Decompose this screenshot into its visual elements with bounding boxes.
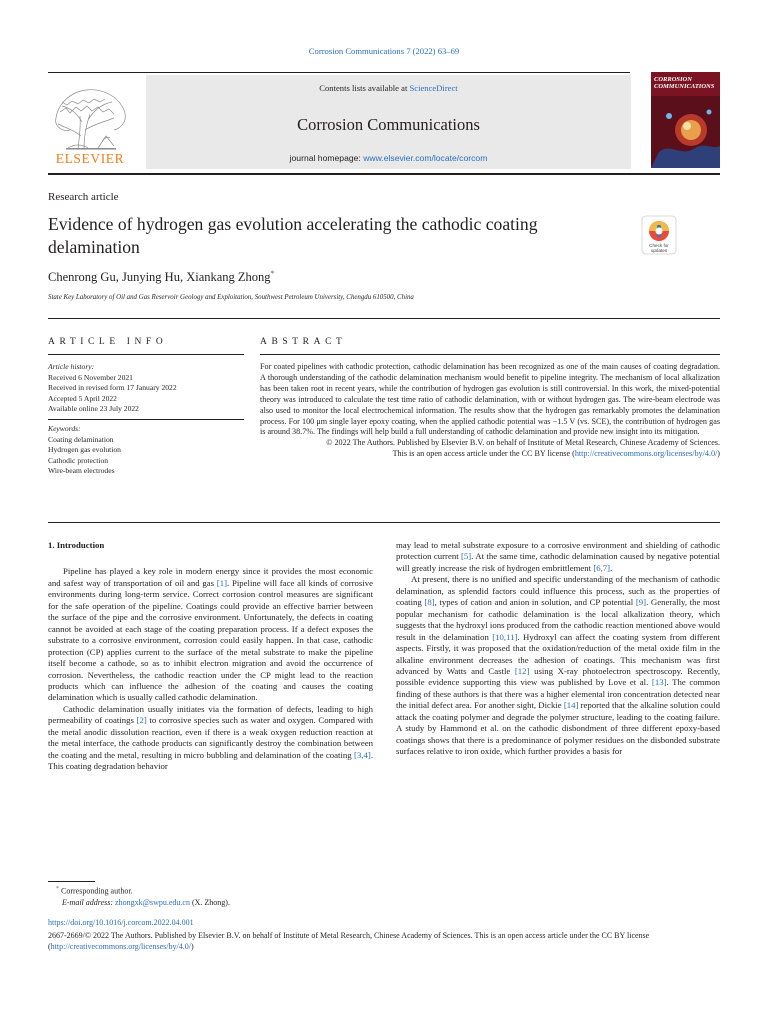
author-email-link[interactable]: zhongxk@swpu.edu.cn	[115, 897, 190, 907]
right-paragraphs	[396, 540, 720, 758]
citation-link[interactable]: [10,11]	[492, 631, 518, 642]
abstract-label: ABSTRACT	[260, 337, 347, 347]
body-paragraph	[48, 566, 373, 703]
license-suffix: )	[717, 449, 720, 459]
doi-link[interactable]: https://doi.org/10.1016/j.corcom.2022.04.001	[48, 918, 194, 927]
sciencedirect-link[interactable]: ScienceDirect	[409, 83, 458, 93]
left-paragraphs	[48, 566, 373, 772]
section-heading: 1. Introduction	[48, 540, 105, 550]
homepage-prefix: journal homepage:	[289, 153, 364, 163]
authors-line	[48, 269, 275, 285]
cc-by-license-link[interactable]: http://creativecommons.org/licenses/by/4.0/	[574, 449, 718, 459]
header-bottom-rule	[48, 173, 720, 175]
article-info-label: ARTICLE INFO	[48, 337, 168, 347]
history-item: Accepted 5 April 2022	[48, 393, 117, 403]
abstract-text: For coated pipelines with cathodic protection, cathodic delamination has been recognized as one of the main causes of coating degradation. A thorough understanding of the cathodic delamination mechanism would benefit to pipeline integrity. The mechanism of local alkalization has been taken root in recent years, while the contribution of hydrogen gas evolution is still controversial. In this work, the mixed-potential theory was introduced to calculate the test time ratio of cathodic delamination, with or without hydrogen gas. The wire-beam electrode was also used to monitor the local electrochemical information. The results show that the hydrogen gas remarkably promotes the delamination process. For 100 μm single layer epoxy coating, when the applied cathodic potential was −1.5 V (vs. SCE), the contribution of hydrogen gas is around 38.7%. The findings will help build a full understanding of cathodic delamination and provide new insight into its mitigation.	[260, 362, 720, 437]
keyword-item: Hydrogen gas evolution	[48, 445, 121, 454]
elsevier-wordmark: ELSEVIER	[55, 151, 125, 166]
keywords-heading: Keywords:	[48, 424, 81, 433]
citation-link[interactable]: [9]	[635, 597, 647, 608]
footnote-rule	[48, 881, 95, 882]
license-prefix: This is an open access article under the CC BY license (	[392, 449, 575, 459]
citation-link[interactable]: [3,4]	[354, 749, 371, 760]
paragraph-text: using X-ray photoelectron spectroscopy. Recently, possible evidence supporting this view was published by Love et al.	[396, 665, 721, 688]
cover-art-icon	[651, 72, 720, 168]
footnote	[56, 884, 456, 908]
affiliation: State Key Laboratory of Oil and Gas Reservoir Geology and Exploitation, Southwest Petroleum University, Chengdu 610500, China	[48, 294, 414, 301]
paragraph-text: At present, there is no unified and specific understanding of the mechanism of cathodic delamination, as splendid factors could influence this process, such as the properties of coating	[396, 574, 720, 608]
history-item: Received in revised form 17 January 2022	[48, 383, 177, 392]
citation-link[interactable]: [13]	[651, 677, 667, 688]
keyword-item: Coating delamination	[48, 434, 114, 444]
keywords-rule	[48, 419, 244, 420]
citation-link[interactable]: [2]	[136, 715, 147, 726]
journal-homepage-link[interactable]: www.elsevier.com/locate/corcom	[363, 153, 488, 163]
journal-cover-thumbnail[interactable]	[651, 72, 720, 168]
contents-prefix: Contents lists available at	[319, 83, 410, 93]
crossmark-label-line1: Check for	[649, 243, 669, 248]
abstract-rule	[260, 354, 720, 355]
crossmark-icon[interactable]	[641, 215, 677, 255]
paragraph-text: .	[610, 562, 613, 573]
paragraph-text: . Hydroxyl can affect the coating system from different aspects. Firstly, it was proposed that the oxidation/reduction of the metal oxide film in the alkaline environment decreases the adhesion of coatings. This mechanism was first advanced by Watts and Castle	[396, 631, 720, 676]
paragraph-text: reported that the alkaline solution could attack the coating polymer and degrade the polymer structure, leading to the coating failure. A study by Hammond et al. on the cathodic disbondment of three different epoxy-based coatings shows that there is a predominance of polymer residues on the disbonded substrate surfaces relative to iron oxide, which further provides a basis for	[396, 700, 720, 757]
journal-reference[interactable]: Corrosion Communications 7 (2022) 63–69	[308, 46, 460, 56]
cover-title: CORROSION COMMUNICATIONS	[654, 76, 715, 90]
citation-link[interactable]: [12]	[514, 665, 530, 676]
abstract-copyright: © 2022 The Authors. Published by Elsevier B.V. on behalf of Institute of Metal Research, Chinese Academy of Sciences.	[326, 438, 720, 448]
header-top-rule	[48, 72, 630, 73]
corresponding-author-mark[interactable]: *	[270, 269, 275, 278]
paragraph-text: Pipeline has played a key role in modern energy since it provides the most economic and safest way of transportation of oil and gas	[48, 566, 373, 588]
footer-copyright	[48, 930, 720, 952]
citation-link[interactable]: [14]	[563, 700, 579, 711]
body-top-rule	[48, 522, 720, 523]
paragraph-text: . Generally, the most popular mechanism for cathodic delamination is the local alkalization theory, which suggests that the hydroxyl ions produced from the cathodic reaction mentioned above would result in the delamination	[396, 597, 721, 642]
keywords-block	[48, 424, 248, 477]
body-paragraph	[396, 540, 720, 574]
contents-line	[146, 83, 631, 93]
email-label: E-mail address:	[62, 897, 114, 907]
email-note	[56, 897, 456, 908]
journal-homepage-line	[146, 153, 631, 163]
citation-link[interactable]: [8]	[424, 597, 435, 608]
article-type: Research article	[48, 191, 119, 203]
corresponding-author-note	[56, 884, 456, 897]
article-info-rule	[48, 354, 244, 355]
paragraph-text: . The common finding of these authors is that there was a higher elemental iron concentration detected near the initial defect area. For another sight, Dickie	[396, 677, 720, 711]
email-suffix: (X. Zhong).	[189, 897, 230, 907]
footnote-mark: *	[56, 886, 59, 892]
paragraph-text: , types of cation and anion in solution, and CP potential	[434, 597, 636, 608]
footer-copyright-text: 2667-2669/© 2022 The Authors. Published by Elsevier B.V. on behalf of Institute of Metal Research, Chinese Academy of Sciences. This is an open access article under the CC BY license (	[48, 931, 650, 951]
article-history	[48, 362, 248, 415]
crossmark-label-line2: updates	[650, 248, 668, 253]
abstract-license	[260, 449, 720, 460]
body-paragraph	[48, 704, 373, 773]
body-paragraph	[396, 574, 720, 757]
footer-license-suffix: )	[190, 942, 194, 951]
paragraph-text: may lead to metal substrate exposure to a corrosive environment and shielding of cathodic protection current	[396, 540, 720, 562]
keyword-item: Wire-beam electrodes	[48, 466, 115, 475]
footer-license-link[interactable]: http://creativecommons.org/licenses/by/4.0/	[50, 942, 191, 951]
paragraph-text: Cathodic delamination usually initiates via the formation of defects, leading to high permeability of coatings	[48, 703, 373, 726]
history-heading: Article history:	[48, 362, 95, 371]
keyword-item: Cathodic protection	[48, 455, 109, 465]
citation-link[interactable]: [1]	[216, 577, 227, 588]
paragraph-text: . Pipeline will face all kinds of corrosive environments during long-term service. Correct corrosion control measures are significant for the safe operation of the pipeline. Coatings could provide an effective barrier between the surface of the pipe and the corrosive environment. Unfortunately, the defects in coating cannot be avoided at each stage of the coating preparation process. If a defect exposes the substrate to a corrosive environment, corrosion could easily happen. In that case, cathodic protection (CP) applies current to the surface of the metal substrate to make the pipeline itself become a cathode, so as to inhibit electron migration and avoid the occurrence of corrosion. Nevertheless, the cathodic reaction under the CP might lead to the reaction products which can influence the adhesion of the coating and causes the coating delamination which is usually called cathodic delamination.	[48, 577, 373, 703]
abstract-block	[260, 362, 720, 460]
citation-link[interactable]: [5]	[461, 551, 472, 562]
citation-link[interactable]: [6,7]	[593, 562, 611, 573]
body-column-right	[396, 540, 720, 758]
paragraph-text: to corrosive species such as water and oxygen. Compared with the metal anodic dissolution reaction, even if there is a weak oxygen reduction reaction at the metal interface, the cathode products can significantly destroy the combination between the coating and the metal, resulting in micro bubbling and delamination of the coating	[48, 715, 374, 760]
history-item: Received 6 November 2021	[48, 372, 133, 382]
corresponding-author-text: Corresponding author.	[61, 886, 133, 896]
article-title: Evidence of hydrogen gas evolution accelerating the cathodic coating delamination	[48, 214, 538, 257]
history-item: Available online 23 July 2022	[48, 404, 139, 413]
journal-name: Corrosion Communications	[297, 115, 480, 134]
affiliation-rule	[48, 318, 720, 319]
paragraph-text: . This coating degradation behavior	[48, 749, 373, 772]
paragraph-text: . At the same time, cathodic delamination caused by negative potential will greatly increase the risk of hydrogen embrittlement	[396, 551, 720, 573]
body-column-left	[48, 540, 373, 773]
author-names: Chenrong Gu, Junying Hu, Xiankang Zhong	[48, 270, 271, 285]
